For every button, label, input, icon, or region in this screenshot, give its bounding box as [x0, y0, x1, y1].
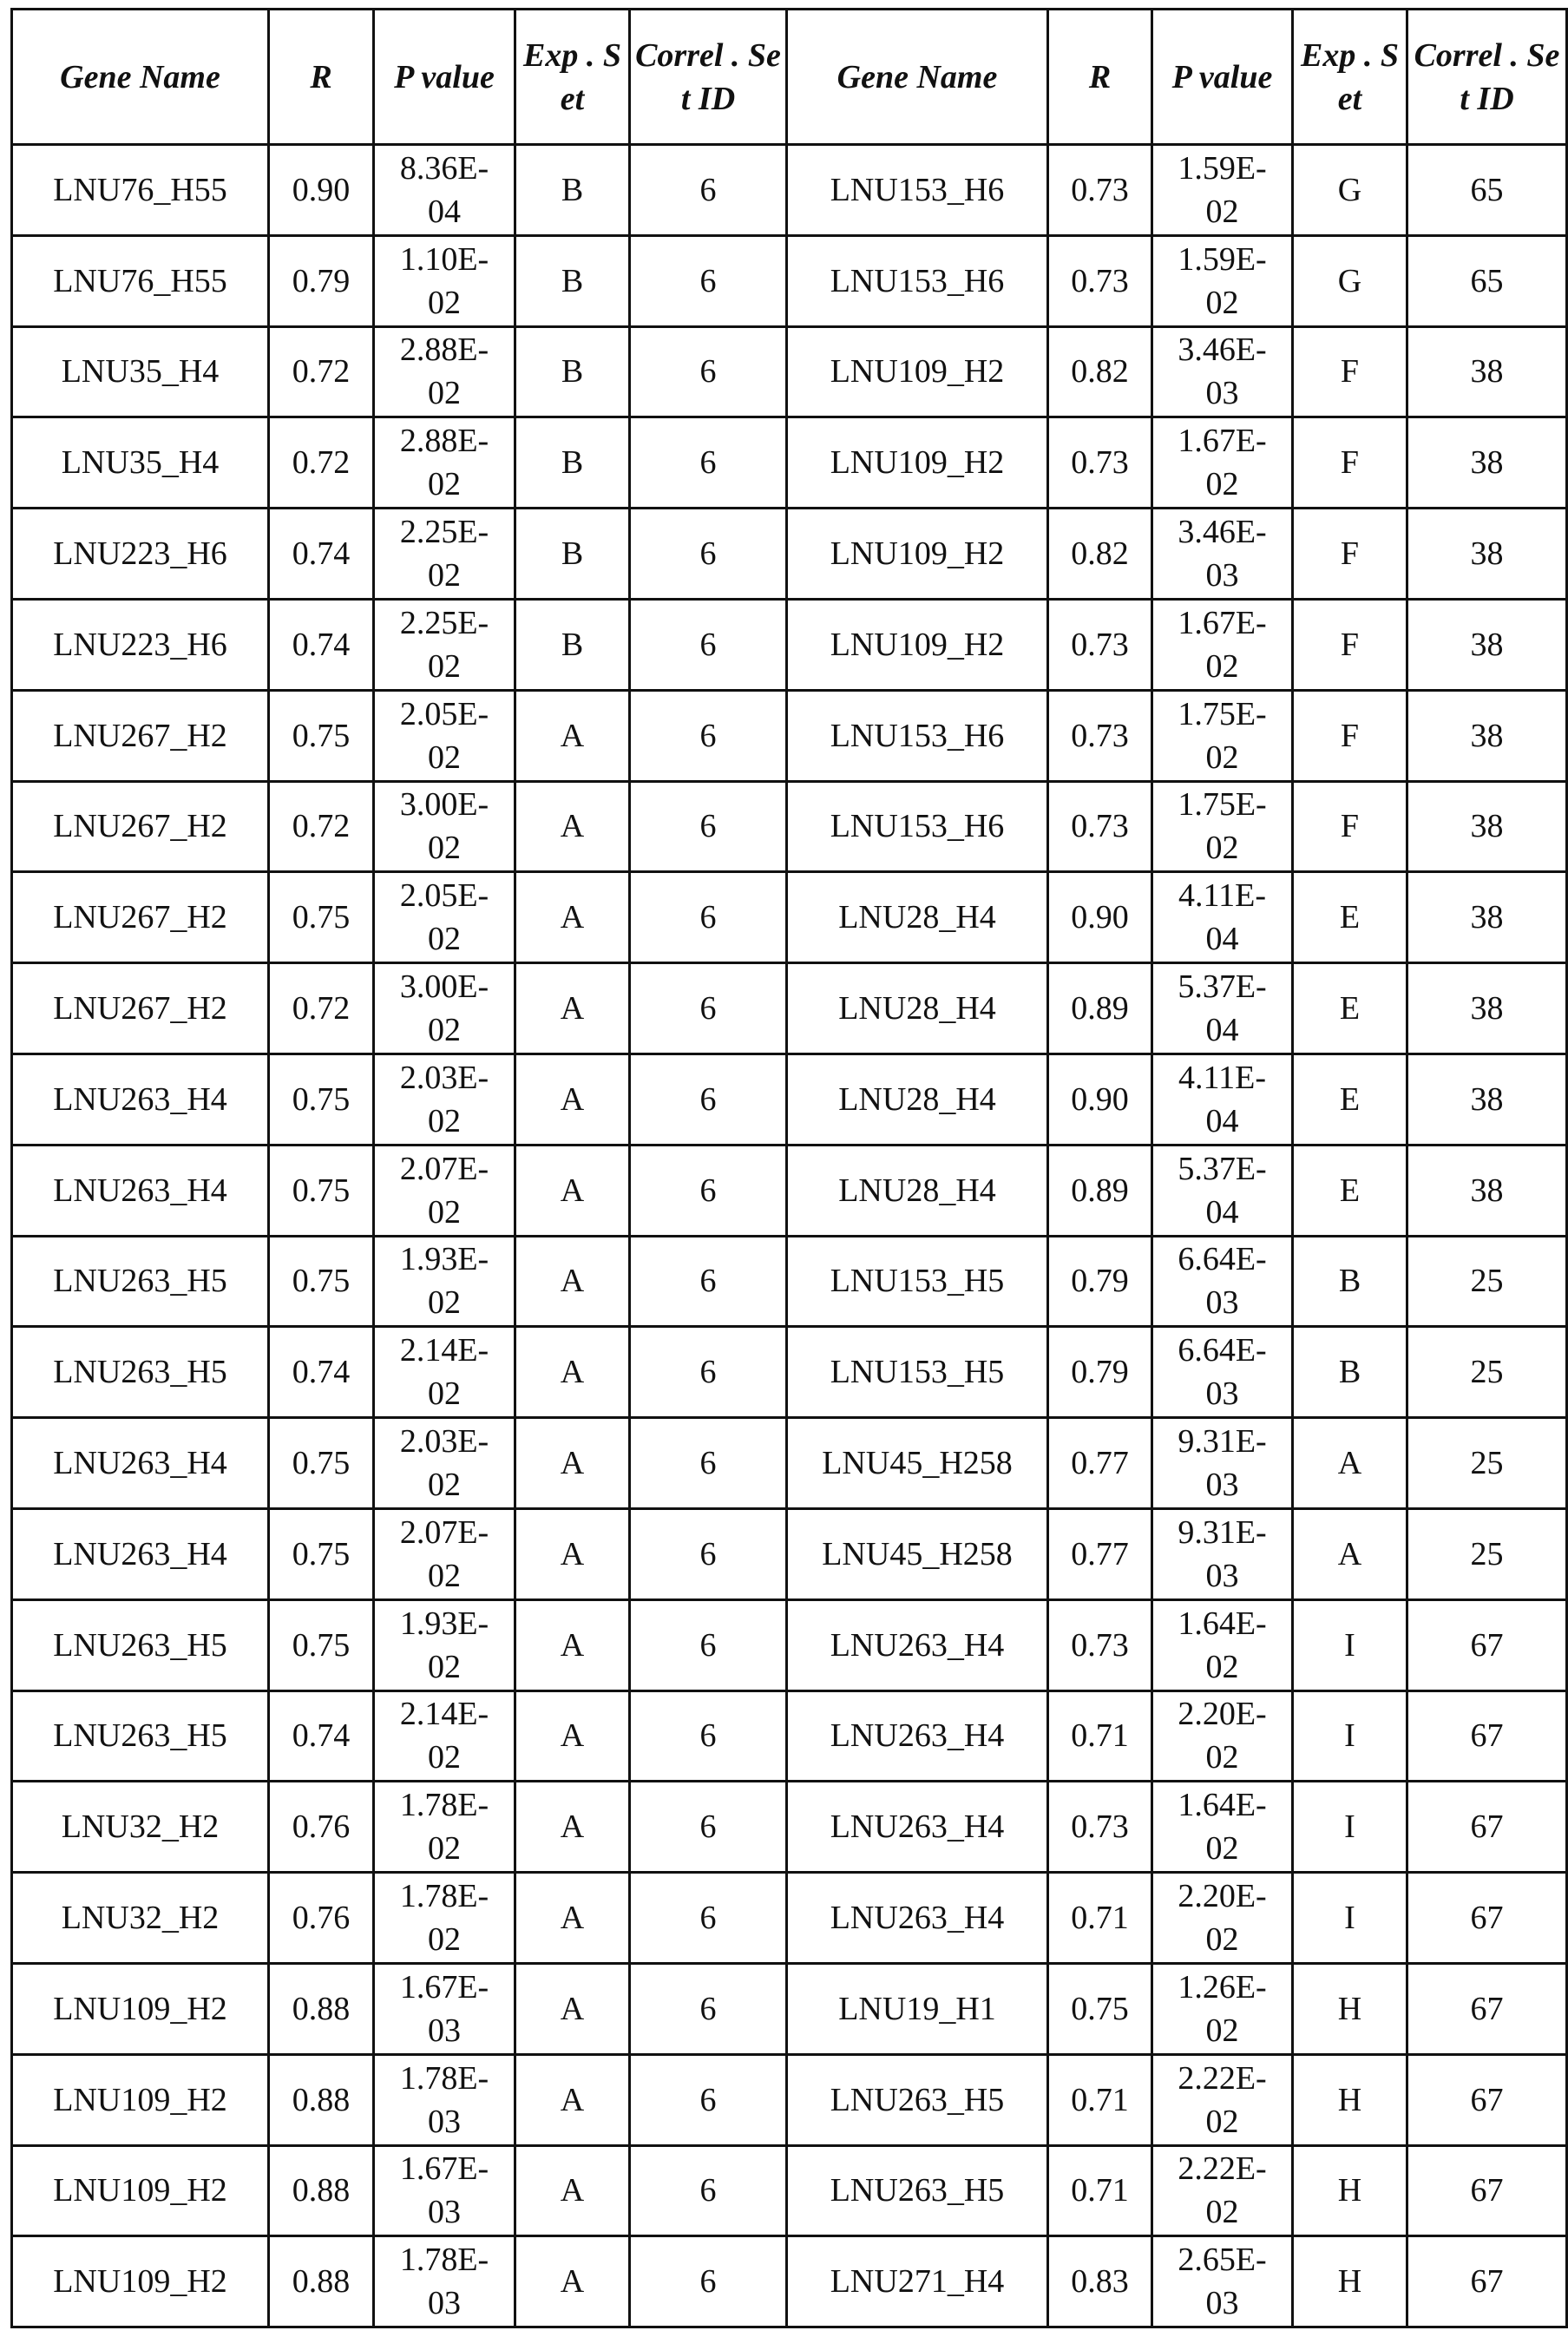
cell-r-value: 0.72	[269, 781, 374, 872]
cell-correl-set-id: 6	[630, 1690, 787, 1782]
cell-p-value-2: 4.11E-04	[1152, 872, 1293, 963]
cell-r-value: 0.74	[269, 1690, 374, 1782]
cell-correl-set-id-2: 38	[1407, 690, 1567, 781]
cell-exp-set-2: A	[1293, 1418, 1407, 1509]
cell-r-value-2: 0.77	[1048, 1508, 1152, 1599]
cell-gene-name-2: LNU153_H5	[787, 1236, 1048, 1327]
cell-p-value-2: 2.65E-03	[1152, 2236, 1293, 2327]
cell-correl-set-id-2: 38	[1407, 1145, 1567, 1236]
cell-correl-set-id-2: 67	[1407, 2054, 1567, 2145]
cell-p-value: 1.78E-02	[374, 1782, 515, 1873]
header-gene-name: Gene Name	[12, 10, 269, 145]
cell-exp-set: A	[515, 2236, 630, 2327]
header-r: R	[269, 10, 374, 145]
cell-p-value-2: 1.75E-02	[1152, 690, 1293, 781]
cell-correl-set-id-2: 67	[1407, 1599, 1567, 1690]
cell-exp-set-2: I	[1293, 1599, 1407, 1690]
cell-exp-set: A	[515, 1418, 630, 1509]
cell-r-value-2: 0.75	[1048, 1963, 1152, 2054]
cell-gene-name-2: LNU263_H4	[787, 1690, 1048, 1782]
cell-exp-set: B	[515, 235, 630, 326]
cell-gene-name: LNU263_H4	[12, 1054, 269, 1145]
cell-exp-set-2: F	[1293, 509, 1407, 600]
cell-p-value: 1.78E-03	[374, 2236, 515, 2327]
cell-gene-name: LNU263_H5	[12, 1236, 269, 1327]
cell-r-value-2: 0.82	[1048, 509, 1152, 600]
cell-r-value-2: 0.82	[1048, 326, 1152, 417]
cell-p-value: 1.93E-02	[374, 1236, 515, 1327]
cell-p-value-2: 1.64E-02	[1152, 1599, 1293, 1690]
cell-gene-name-2: LNU109_H2	[787, 509, 1048, 600]
cell-gene-name-2: LNU153_H6	[787, 145, 1048, 236]
cell-r-value: 0.72	[269, 417, 374, 509]
cell-correl-set-id-2: 67	[1407, 2236, 1567, 2327]
cell-p-value-2: 1.59E-02	[1152, 235, 1293, 326]
cell-p-value: 2.88E-02	[374, 417, 515, 509]
cell-exp-set: A	[515, 1145, 630, 1236]
cell-exp-set-2: H	[1293, 1963, 1407, 2054]
cell-exp-set: A	[515, 690, 630, 781]
table-row	[12, 509, 1567, 600]
cell-exp-set-2: E	[1293, 872, 1407, 963]
cell-correl-set-id-2: 67	[1407, 1690, 1567, 1782]
cell-exp-set-2: A	[1293, 1508, 1407, 1599]
cell-r-value-2: 0.90	[1048, 872, 1152, 963]
cell-p-value-2: 5.37E-04	[1152, 1145, 1293, 1236]
cell-gene-name: LNU32_H2	[12, 1873, 269, 1964]
cell-correl-set-id: 6	[630, 872, 787, 963]
cell-p-value: 3.00E-02	[374, 781, 515, 872]
cell-correl-set-id: 6	[630, 2054, 787, 2145]
cell-correl-set-id-2: 38	[1407, 872, 1567, 963]
table-row	[12, 1782, 1567, 1873]
cell-correl-set-id-2: 38	[1407, 781, 1567, 872]
cell-r-value: 0.76	[269, 1873, 374, 1964]
cell-gene-name: LNU109_H2	[12, 1963, 269, 2054]
cell-exp-set: B	[515, 417, 630, 509]
table-row	[12, 1327, 1567, 1418]
cell-exp-set: B	[515, 326, 630, 417]
cell-gene-name-2: LNU263_H4	[787, 1873, 1048, 1964]
cell-gene-name: LNU263_H5	[12, 1327, 269, 1418]
cell-exp-set-2: E	[1293, 963, 1407, 1054]
cell-r-value: 0.74	[269, 509, 374, 600]
cell-exp-set: A	[515, 1236, 630, 1327]
header-r-2: R	[1048, 10, 1152, 145]
cell-exp-set: B	[515, 145, 630, 236]
cell-r-value: 0.72	[269, 963, 374, 1054]
cell-correl-set-id: 6	[630, 1054, 787, 1145]
cell-r-value-2: 0.71	[1048, 1690, 1152, 1782]
header-gene-name-2: Gene Name	[787, 10, 1048, 145]
cell-r-value: 0.88	[269, 2236, 374, 2327]
cell-p-value: 1.78E-03	[374, 2054, 515, 2145]
cell-exp-set: A	[515, 872, 630, 963]
cell-gene-name: LNU267_H2	[12, 963, 269, 1054]
cell-p-value-2: 1.75E-02	[1152, 781, 1293, 872]
cell-gene-name: LNU267_H2	[12, 872, 269, 963]
cell-p-value-2: 1.67E-02	[1152, 417, 1293, 509]
cell-gene-name: LNU263_H4	[12, 1508, 269, 1599]
cell-p-value: 8.36E-04	[374, 145, 515, 236]
cell-correl-set-id-2: 65	[1407, 235, 1567, 326]
cell-exp-set-2: I	[1293, 1782, 1407, 1873]
cell-exp-set: A	[515, 1508, 630, 1599]
table-row	[12, 1145, 1567, 1236]
cell-r-value-2: 0.73	[1048, 417, 1152, 509]
cell-r-value-2: 0.89	[1048, 963, 1152, 1054]
cell-correl-set-id: 6	[630, 2145, 787, 2236]
cell-r-value: 0.75	[269, 1418, 374, 1509]
table-row	[12, 1599, 1567, 1690]
cell-p-value-2: 1.59E-02	[1152, 145, 1293, 236]
cell-r-value-2: 0.71	[1048, 2145, 1152, 2236]
header-p-value: P value	[374, 10, 515, 145]
cell-r-value: 0.75	[269, 872, 374, 963]
cell-p-value: 2.25E-02	[374, 509, 515, 600]
table-row	[12, 1690, 1567, 1782]
cell-r-value: 0.72	[269, 326, 374, 417]
cell-exp-set-2: I	[1293, 1873, 1407, 1964]
cell-gene-name-2: LNU109_H2	[787, 417, 1048, 509]
cell-p-value-2: 3.46E-03	[1152, 509, 1293, 600]
cell-exp-set: A	[515, 2054, 630, 2145]
cell-gene-name: LNU76_H55	[12, 145, 269, 236]
cell-p-value: 2.88E-02	[374, 326, 515, 417]
cell-correl-set-id-2: 38	[1407, 1054, 1567, 1145]
cell-p-value-2: 9.31E-03	[1152, 1418, 1293, 1509]
cell-p-value-2: 5.37E-04	[1152, 963, 1293, 1054]
cell-exp-set: A	[515, 1599, 630, 1690]
cell-correl-set-id: 6	[630, 326, 787, 417]
cell-exp-set: A	[515, 1054, 630, 1145]
cell-gene-name-2: LNU263_H5	[787, 2145, 1048, 2236]
cell-gene-name: LNU263_H5	[12, 1690, 269, 1782]
cell-r-value-2: 0.71	[1048, 1873, 1152, 1964]
cell-gene-name: LNU267_H2	[12, 690, 269, 781]
cell-gene-name: LNU267_H2	[12, 781, 269, 872]
cell-p-value-2: 3.46E-03	[1152, 326, 1293, 417]
cell-correl-set-id: 6	[630, 1873, 787, 1964]
cell-p-value: 1.93E-02	[374, 1599, 515, 1690]
cell-gene-name: LNU109_H2	[12, 2236, 269, 2327]
cell-p-value-2: 2.22E-02	[1152, 2145, 1293, 2236]
cell-r-value: 0.88	[269, 2145, 374, 2236]
cell-exp-set: A	[515, 1873, 630, 1964]
cell-exp-set-2: F	[1293, 599, 1407, 690]
cell-r-value-2: 0.71	[1048, 2054, 1152, 2145]
cell-exp-set: A	[515, 963, 630, 1054]
gene-correlation-table	[10, 8, 1568, 2328]
cell-correl-set-id: 6	[630, 1599, 787, 1690]
cell-p-value-2: 2.20E-02	[1152, 1690, 1293, 1782]
table-row	[12, 872, 1567, 963]
cell-gene-name-2: LNU153_H6	[787, 690, 1048, 781]
cell-p-value: 2.14E-02	[374, 1690, 515, 1782]
cell-gene-name-2: LNU28_H4	[787, 1054, 1048, 1145]
table-row	[12, 1054, 1567, 1145]
cell-gene-name-2: LNU19_H1	[787, 1963, 1048, 2054]
cell-gene-name: LNU35_H4	[12, 326, 269, 417]
cell-correl-set-id-2: 25	[1407, 1236, 1567, 1327]
cell-r-value-2: 0.73	[1048, 1599, 1152, 1690]
cell-correl-set-id-2: 38	[1407, 599, 1567, 690]
cell-p-value: 1.67E-03	[374, 2145, 515, 2236]
cell-gene-name-2: LNU271_H4	[787, 2236, 1048, 2327]
cell-correl-set-id: 6	[630, 509, 787, 600]
table-row	[12, 145, 1567, 236]
cell-exp-set-2: G	[1293, 235, 1407, 326]
cell-exp-set-2: B	[1293, 1236, 1407, 1327]
cell-gene-name: LNU263_H4	[12, 1418, 269, 1509]
cell-p-value: 2.14E-02	[374, 1327, 515, 1418]
cell-r-value: 0.74	[269, 599, 374, 690]
cell-correl-set-id: 6	[630, 1145, 787, 1236]
cell-exp-set-2: H	[1293, 2054, 1407, 2145]
cell-p-value: 1.10E-02	[374, 235, 515, 326]
table-body	[12, 145, 1567, 2327]
cell-exp-set-2: H	[1293, 2145, 1407, 2236]
cell-r-value: 0.90	[269, 145, 374, 236]
cell-gene-name-2: LNU28_H4	[787, 963, 1048, 1054]
cell-p-value-2: 1.26E-02	[1152, 1963, 1293, 2054]
cell-r-value: 0.75	[269, 1508, 374, 1599]
cell-gene-name: LNU32_H2	[12, 1782, 269, 1873]
cell-r-value-2: 0.73	[1048, 690, 1152, 781]
cell-exp-set-2: F	[1293, 690, 1407, 781]
cell-gene-name-2: LNU28_H4	[787, 1145, 1048, 1236]
cell-correl-set-id: 6	[630, 1508, 787, 1599]
cell-p-value-2: 2.20E-02	[1152, 1873, 1293, 1964]
table-row	[12, 1963, 1567, 2054]
cell-r-value-2: 0.73	[1048, 145, 1152, 236]
cell-gene-name: LNU109_H2	[12, 2145, 269, 2236]
header-exp-set-2: Exp . Set	[1293, 10, 1407, 145]
cell-correl-set-id: 6	[630, 1782, 787, 1873]
table-row	[12, 235, 1567, 326]
cell-exp-set-2: E	[1293, 1054, 1407, 1145]
cell-gene-name-2: LNU45_H258	[787, 1508, 1048, 1599]
cell-r-value-2: 0.73	[1048, 1782, 1152, 1873]
cell-correl-set-id: 6	[630, 1418, 787, 1509]
cell-p-value: 1.67E-03	[374, 1963, 515, 2054]
cell-gene-name-2: LNU153_H6	[787, 781, 1048, 872]
cell-gene-name-2: LNU263_H4	[787, 1599, 1048, 1690]
cell-gene-name: LNU263_H5	[12, 1599, 269, 1690]
cell-correl-set-id: 6	[630, 690, 787, 781]
cell-p-value-2: 4.11E-04	[1152, 1054, 1293, 1145]
table-row	[12, 2145, 1567, 2236]
table-row	[12, 1873, 1567, 1964]
cell-gene-name-2: LNU153_H5	[787, 1327, 1048, 1418]
cell-gene-name: LNU263_H4	[12, 1145, 269, 1236]
cell-exp-set-2: G	[1293, 145, 1407, 236]
cell-exp-set: A	[515, 1963, 630, 2054]
cell-correl-set-id: 6	[630, 781, 787, 872]
cell-gene-name: LNU223_H6	[12, 599, 269, 690]
table-row	[12, 326, 1567, 417]
cell-r-value: 0.88	[269, 2054, 374, 2145]
header-exp-set: Exp . Set	[515, 10, 630, 145]
cell-correl-set-id-2: 25	[1407, 1508, 1567, 1599]
cell-exp-set: A	[515, 781, 630, 872]
table-row	[12, 1508, 1567, 1599]
cell-r-value: 0.75	[269, 690, 374, 781]
cell-gene-name-2: LNU109_H2	[787, 326, 1048, 417]
cell-p-value-2: 1.64E-02	[1152, 1782, 1293, 1873]
cell-gene-name-2: LNU153_H6	[787, 235, 1048, 326]
cell-p-value: 2.25E-02	[374, 599, 515, 690]
cell-exp-set-2: I	[1293, 1690, 1407, 1782]
cell-r-value: 0.75	[269, 1054, 374, 1145]
cell-correl-set-id: 6	[630, 417, 787, 509]
cell-r-value: 0.75	[269, 1599, 374, 1690]
cell-p-value-2: 1.67E-02	[1152, 599, 1293, 690]
header-row	[12, 10, 1567, 145]
cell-correl-set-id-2: 38	[1407, 417, 1567, 509]
cell-correl-set-id-2: 38	[1407, 326, 1567, 417]
table-row	[12, 1418, 1567, 1509]
cell-r-value: 0.88	[269, 1963, 374, 2054]
cell-gene-name: LNU109_H2	[12, 2054, 269, 2145]
cell-exp-set-2: F	[1293, 326, 1407, 417]
cell-r-value-2: 0.83	[1048, 2236, 1152, 2327]
cell-p-value-2: 9.31E-03	[1152, 1508, 1293, 1599]
cell-correl-set-id: 6	[630, 1327, 787, 1418]
cell-exp-set: A	[515, 1782, 630, 1873]
cell-r-value: 0.75	[269, 1236, 374, 1327]
cell-correl-set-id-2: 25	[1407, 1418, 1567, 1509]
table-row	[12, 690, 1567, 781]
cell-r-value: 0.76	[269, 1782, 374, 1873]
cell-correl-set-id-2: 67	[1407, 2145, 1567, 2236]
header-correl-set-id-2: Correl . Set ID	[1407, 10, 1567, 145]
cell-p-value: 2.03E-02	[374, 1054, 515, 1145]
cell-exp-set-2: E	[1293, 1145, 1407, 1236]
header-correl-set-id: Correl . Set ID	[630, 10, 787, 145]
cell-gene-name: LNU223_H6	[12, 509, 269, 600]
cell-gene-name-2: LNU263_H4	[787, 1782, 1048, 1873]
cell-correl-set-id-2: 65	[1407, 145, 1567, 236]
cell-gene-name: LNU76_H55	[12, 235, 269, 326]
table-row	[12, 963, 1567, 1054]
cell-exp-set-2: B	[1293, 1327, 1407, 1418]
cell-r-value-2: 0.73	[1048, 599, 1152, 690]
table-row	[12, 599, 1567, 690]
cell-r-value-2: 0.77	[1048, 1418, 1152, 1509]
cell-correl-set-id-2: 38	[1407, 509, 1567, 600]
cell-gene-name-2: LNU45_H258	[787, 1418, 1048, 1509]
cell-correl-set-id: 6	[630, 145, 787, 236]
cell-r-value-2: 0.73	[1048, 781, 1152, 872]
cell-exp-set: A	[515, 1327, 630, 1418]
cell-p-value: 2.05E-02	[374, 872, 515, 963]
table-row	[12, 2236, 1567, 2327]
cell-r-value-2: 0.90	[1048, 1054, 1152, 1145]
cell-correl-set-id: 6	[630, 235, 787, 326]
cell-r-value-2: 0.79	[1048, 1236, 1152, 1327]
cell-p-value: 2.07E-02	[374, 1145, 515, 1236]
cell-exp-set: A	[515, 2145, 630, 2236]
cell-correl-set-id: 6	[630, 1963, 787, 2054]
cell-r-value-2: 0.89	[1048, 1145, 1152, 1236]
cell-p-value-2: 6.64E-03	[1152, 1236, 1293, 1327]
header-p-value-2: P value	[1152, 10, 1293, 145]
cell-exp-set-2: F	[1293, 417, 1407, 509]
table-row	[12, 1236, 1567, 1327]
cell-correl-set-id: 6	[630, 1236, 787, 1327]
cell-p-value: 3.00E-02	[374, 963, 515, 1054]
cell-gene-name: LNU35_H4	[12, 417, 269, 509]
cell-exp-set: B	[515, 509, 630, 600]
cell-correl-set-id-2: 67	[1407, 1873, 1567, 1964]
cell-p-value: 2.07E-02	[374, 1508, 515, 1599]
cell-gene-name-2: LNU109_H2	[787, 599, 1048, 690]
cell-exp-set: B	[515, 599, 630, 690]
cell-p-value: 1.78E-02	[374, 1873, 515, 1964]
cell-r-value: 0.75	[269, 1145, 374, 1236]
cell-r-value-2: 0.73	[1048, 235, 1152, 326]
cell-p-value-2: 6.64E-03	[1152, 1327, 1293, 1418]
cell-r-value: 0.74	[269, 1327, 374, 1418]
cell-p-value: 2.03E-02	[374, 1418, 515, 1509]
cell-correl-set-id-2: 25	[1407, 1327, 1567, 1418]
cell-exp-set-2: H	[1293, 2236, 1407, 2327]
cell-gene-name-2: LNU263_H5	[787, 2054, 1048, 2145]
cell-exp-set: A	[515, 1690, 630, 1782]
cell-correl-set-id: 6	[630, 963, 787, 1054]
table-row	[12, 781, 1567, 872]
table-row	[12, 417, 1567, 509]
cell-r-value-2: 0.79	[1048, 1327, 1152, 1418]
table-row	[12, 2054, 1567, 2145]
cell-p-value: 2.05E-02	[374, 690, 515, 781]
cell-correl-set-id: 6	[630, 2236, 787, 2327]
cell-correl-set-id-2: 67	[1407, 1782, 1567, 1873]
cell-gene-name-2: LNU28_H4	[787, 872, 1048, 963]
cell-r-value: 0.79	[269, 235, 374, 326]
cell-correl-set-id: 6	[630, 599, 787, 690]
cell-exp-set-2: F	[1293, 781, 1407, 872]
cell-correl-set-id-2: 67	[1407, 1963, 1567, 2054]
cell-p-value-2: 2.22E-02	[1152, 2054, 1293, 2145]
cell-correl-set-id-2: 38	[1407, 963, 1567, 1054]
